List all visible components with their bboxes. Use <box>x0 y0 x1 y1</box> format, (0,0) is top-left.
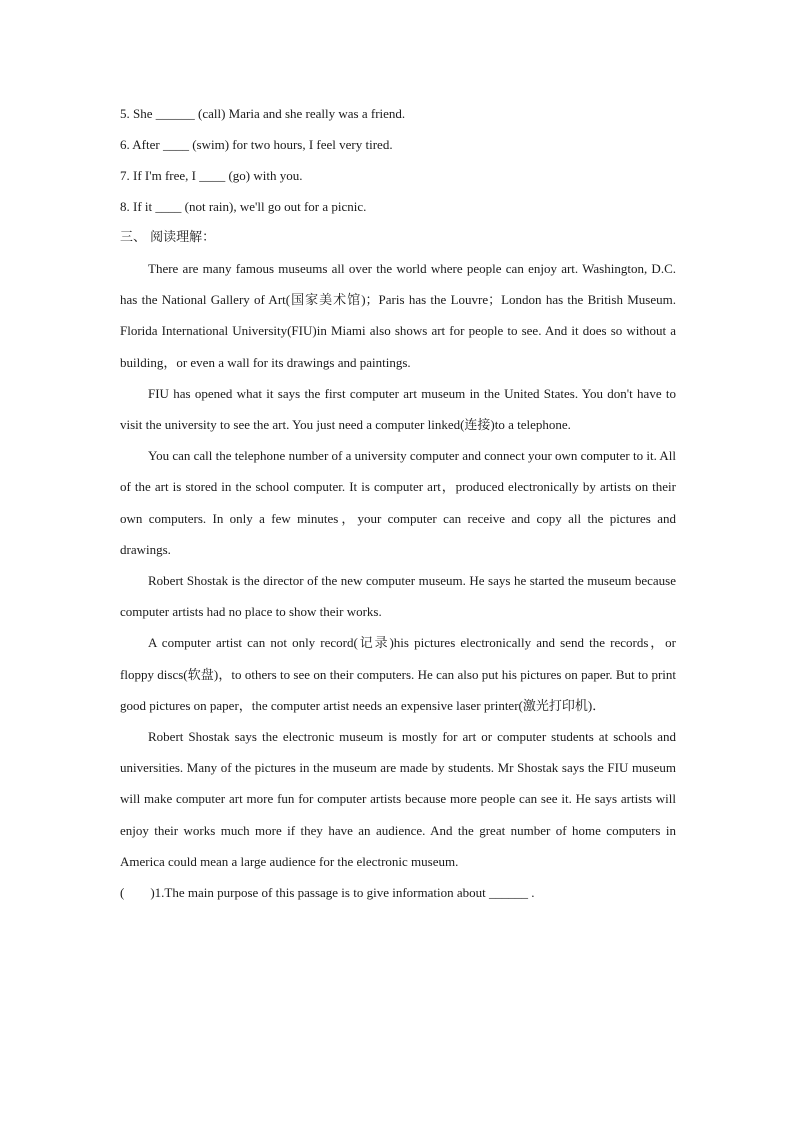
exercise-item-5: 5. She ______ (call) Maria and she really was a friend. <box>120 106 406 121</box>
passage-paragraph-3: You can call the telephone number of a university computer and connect your own computer to it. All of the art is stored in the school computer. It is computer art，produced electronically by artists on their own computers. In only a few minutes，your computer can receive and copy all the pictures and drawings. <box>120 448 676 557</box>
passage-paragraph-2: FIU has opened what it says the first computer art museum in the United States. You don't have to visit the university to see the art. You just need a computer linked(连接)to a telephone. <box>120 385 676 433</box>
exercise-item-6: 6. After ____ (swim) for two hours, I feel very tired. <box>120 137 393 152</box>
exercise-item-8: 8. If it ____ (not rain), we'll go out for a picnic. <box>120 199 367 214</box>
passage-paragraph-6: Robert Shostak says the electronic museum is mostly for art or computer students at schools and universities. Many of the pictures in the museum are made by students. Mr Shostak says the FIU museum will make computer art more fun for computer artists because more people can see it. He says artists will enjoy their works much more if they have an audience. And the great number of home computers in America could mean a large audience for the electronic museum. <box>120 729 676 869</box>
passage-paragraph-5: A computer artist can not only record(记录)his pictures electronically and send the records，or floppy discs(软盘)，to others to see on their computers. He can also put his pictures on paper. But to print good pictures on paper，the computer artist needs an expensive laser printer(激光打印机)． <box>120 635 676 713</box>
exercise-item-7: 7. If I'm free, I ____ (go) with you. <box>120 168 303 183</box>
passage-paragraph-4: Robert Shostak is the director of the new computer museum. He says he started the museum because computer artists had no place to show their works. <box>120 573 676 620</box>
passage-paragraph-1: There are many famous museums all over the world where people can enjoy art. Washington, D.C. has the National Gallery of Art(国家美术馆)；Paris has the Louvre；London has the British Museum. Florida International University(FIU)in Miami also shows art for people to see. And it does so without a building，or even a wall for its drawings and paintings. <box>120 261 676 370</box>
document-page <box>120 98 676 908</box>
question-1: ( )1.The main purpose of this passage is to give information about ______ . <box>120 885 535 901</box>
section-heading-reading: 三、 阅读理解： <box>120 230 216 245</box>
